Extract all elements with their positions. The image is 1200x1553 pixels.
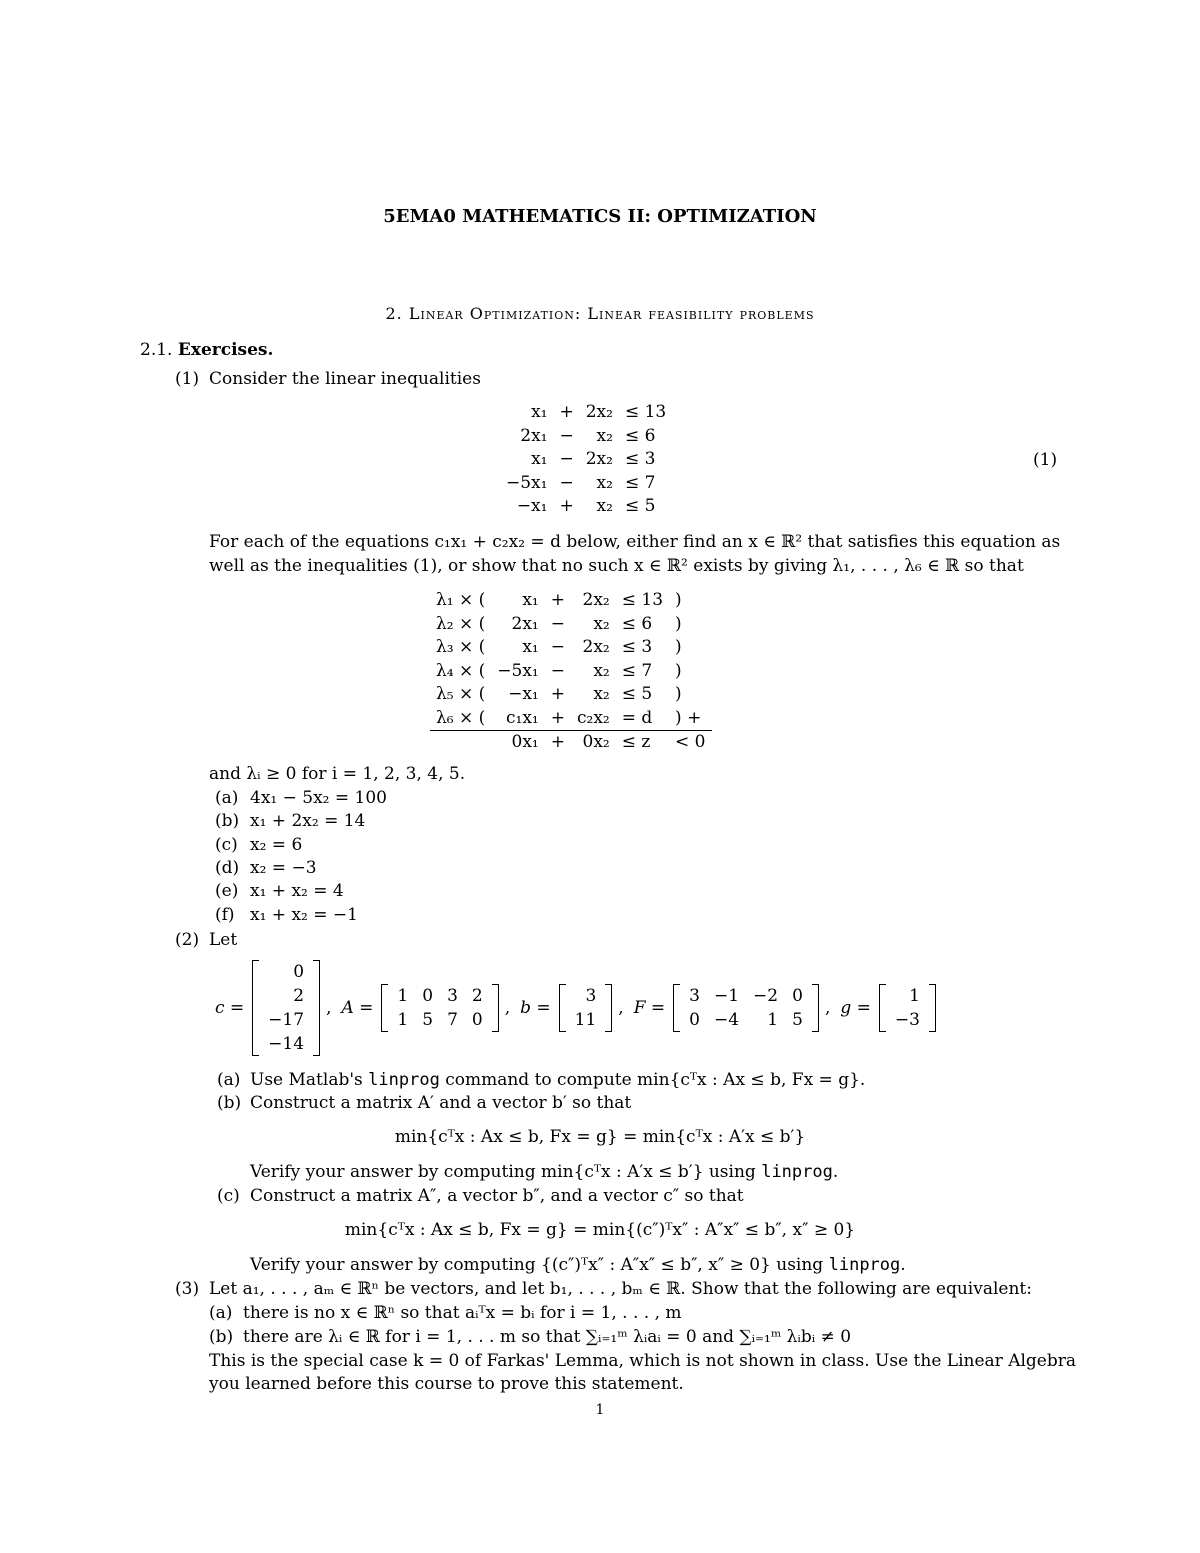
matrix-entry: 1: [909, 986, 920, 1006]
subsection-heading: [140, 340, 273, 360]
exercise-3a-label: (a): [209, 1303, 233, 1323]
section-heading: 2. Linear Optimization: Linear feasibility problems: [385, 304, 815, 323]
part-label: (a): [215, 788, 239, 808]
matrix-entry: −17: [268, 1010, 305, 1030]
matrix-entry: 2: [293, 986, 305, 1006]
inequality-row: −x₁ + x₂ ≤ 5: [516, 496, 656, 516]
matrix-entry: 3: [585, 986, 597, 1006]
inequality-row: x₁ + 2x₂ ≤ 13: [531, 402, 667, 422]
part-equation: x₁ + x₂ = −1: [250, 904, 358, 925]
lambda-combination-system: [430, 589, 712, 755]
matrix-entry: 11: [574, 1010, 597, 1030]
matrix-entry: 1: [767, 1010, 779, 1030]
exercise-2c-verify: Verify your answer by computing {(c″)ᵀx″ : A″x″ ≤ b″, x″ ≥ 0} using linprog.: [250, 1255, 906, 1275]
exercise-2a-text: Use Matlab's linprog command to compute min{cᵀx : Ax ≤ b, Fx = g}.: [250, 1070, 866, 1090]
matrix-entry: 7: [447, 1010, 458, 1030]
exercise-3-number: (3): [175, 1279, 200, 1299]
document-title: 5EMA0 MATHEMATICS II: OPTIMIZATION: [383, 206, 817, 227]
lambda-row: λ₅ × ( −x₁ + x₂ ≤ 5 ): [436, 684, 682, 704]
matrix-entry: −4: [713, 1010, 740, 1030]
matrix-entry: 0: [792, 986, 803, 1006]
matrix-entry: 2: [471, 986, 483, 1006]
g-label: g =: [840, 998, 871, 1018]
exercise-3-intro: Let a₁, . . . , aₘ ∈ ℝⁿ be vectors, and let b₁, . . . , bₘ ∈ ℝ. Show that the following are equivalent:: [209, 1279, 1032, 1299]
matrix-entry: 5: [422, 1010, 434, 1030]
A-label: A =: [341, 998, 374, 1018]
equation-tag: (1): [1033, 450, 1058, 470]
exercise-3b-text: there are λᵢ ∈ ℝ for i = 1, . . . m so that ∑ᵢ₌₁ᵐ λᵢaᵢ = 0 and ∑ᵢ₌₁ᵐ λᵢbᵢ ≠ 0: [243, 1327, 852, 1347]
exercise-2b-display-equation: min{cᵀx : Ax ≤ b, Fx = g} = min{cᵀx : A′x ≤ b′}: [394, 1127, 806, 1147]
exercise-2c-text: Construct a matrix A″, a vector b″, and a vector c″ so that: [250, 1186, 744, 1206]
lambda-row: λ₁ × ( x₁ + 2x₂ ≤ 13 ): [436, 590, 682, 610]
lambda-row: λ₂ × ( 2x₁ − x₂ ≤ 6 ): [436, 613, 682, 634]
exercise-2b-verify: Verify your answer by computing min{cᵀx : A′x ≤ b′} using linprog.: [250, 1162, 839, 1182]
matrix-entry: 0: [422, 986, 434, 1006]
subsection-number: 2.1.: [140, 340, 173, 360]
exercise-3-note-line-2: you learned before this course to prove this statement.: [209, 1374, 684, 1394]
exercise-1-number: (1): [175, 369, 200, 389]
exercise-2c-label: (c): [217, 1186, 240, 1206]
matrix-F: [673, 984, 819, 1032]
matrix-entry: 0: [689, 1010, 700, 1030]
vector-c: [252, 960, 320, 1056]
vector-g: [879, 984, 936, 1032]
exercise-1-paragraph-line-1: For each of the equations c₁x₁ + c₂x₂ = d below, either find an x ∈ ℝ² that satisfies this equation as: [209, 532, 1061, 552]
exercise-2c-display-equation: min{cᵀx : Ax ≤ b, Fx = g} = min{(c″)ᵀx″ : A″x″ ≤ b″, x″ ≥ 0}: [344, 1220, 856, 1240]
linprog-command: linprog: [368, 1070, 440, 1090]
matrix-entry: 5: [792, 1010, 803, 1030]
vector-b: [559, 984, 613, 1032]
lambda-condition: and λᵢ ≥ 0 for i = 1, 2, 3, 4, 5.: [209, 764, 466, 784]
part-label: (f): [215, 904, 235, 925]
exercise-2a-label: (a): [217, 1070, 241, 1090]
linprog-command: linprog: [828, 1255, 901, 1275]
exercise-1-intro: Consider the linear inequalities: [209, 369, 481, 389]
lambda-row: λ₆ × ( c₁x₁ + c₂x₂ = d ) +: [436, 707, 702, 728]
matrix-entry: 0: [471, 1010, 483, 1030]
matrix-definitions: c = 0 2 −17 −14 , A = 1 0 3 2 1 5 7 0 , b = 3 11 , F = 3 −1 −2 0 0 −4 1 5 , g = 1 −3: [215, 960, 936, 1056]
exercise-3-note-line-1: This is the special case k = 0 of Farkas' Lemma, which is not shown in class. Use the Linear Algebra: [209, 1351, 1076, 1371]
part-equation: x₂ = 6: [250, 834, 303, 855]
matrix-entry: 0: [293, 962, 305, 982]
part-equation: x₂ = −3: [250, 857, 317, 878]
part-equation: x₁ + x₂ = 4: [250, 881, 344, 902]
c-label: c =: [215, 998, 245, 1018]
matrix-entry: −3: [894, 1010, 920, 1030]
exercise-2-intro: Let: [209, 930, 238, 950]
matrix-entry: 3: [689, 986, 700, 1006]
part-label: (d): [215, 857, 240, 878]
matrix-entry: −2: [753, 986, 779, 1006]
inequality-row: −5x₁ − x₂ ≤ 7: [506, 472, 656, 493]
lambda-sum-row: 0x₁ + 0x₂ ≤ z < 0: [430, 731, 712, 755]
exercise-3b-label: (b): [209, 1327, 234, 1347]
inequality-row: 2x₁ − x₂ ≤ 6: [520, 425, 656, 446]
subsection-title: Exercises.: [177, 340, 274, 360]
exercise-3a-text: there is no x ∈ ℝⁿ so that aᵢᵀx = bᵢ for i = 1, . . . , m: [243, 1303, 682, 1323]
exercise-2-number: (2): [175, 930, 200, 950]
part-label: (b): [215, 811, 240, 832]
inequality-system: [500, 401, 672, 519]
part-equation: 4x₁ − 5x₂ = 100: [250, 788, 387, 808]
matrix-entry: 1: [397, 986, 409, 1006]
lambda-row: λ₄ × ( −5x₁ − x₂ ≤ 7 ): [436, 660, 682, 681]
lambda-row: λ₃ × ( x₁ − 2x₂ ≤ 3 ): [436, 637, 682, 657]
part-label: (c): [215, 834, 238, 855]
part-equation: x₁ + 2x₂ = 14: [250, 811, 366, 832]
inequality-row: x₁ − 2x₂ ≤ 3: [531, 449, 656, 469]
exercise-2b-text: Construct a matrix A′ and a vector b′ so that: [250, 1093, 632, 1113]
exercise-2b-label: (b): [217, 1093, 242, 1113]
F-label: F =: [633, 998, 666, 1018]
matrix-entry: 1: [397, 1010, 409, 1030]
matrix-entry: −1: [713, 986, 740, 1006]
matrix-entry: 3: [447, 986, 458, 1006]
b-label: b =: [520, 998, 551, 1018]
part-label: (e): [215, 881, 239, 902]
matrix-entry: −14: [268, 1034, 305, 1054]
exercise-1-paragraph-line-2: well as the inequalities (1), or show that no such x ∈ ℝ² exists by giving λ₁, . . . , λ₆ ∈ ℝ so that: [209, 556, 1024, 576]
linprog-command: linprog: [761, 1162, 833, 1182]
matrix-A: [381, 984, 498, 1032]
page-number: 1: [595, 1402, 605, 1418]
